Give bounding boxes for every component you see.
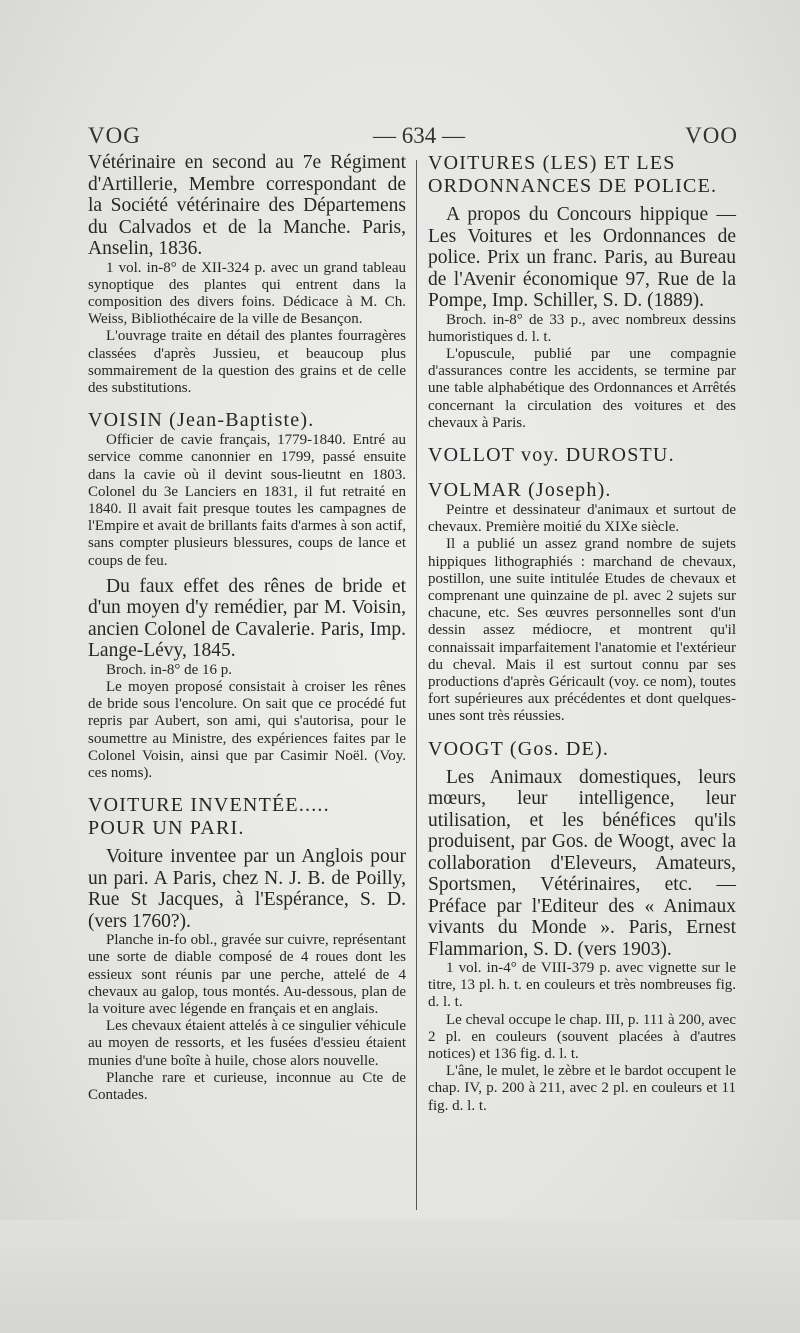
entry-title: Voiture inventee par un Anglois pour un pari. A Paris, chez N. J. B. de Poilly, Rue St Jacques, à l'Espérance, S. D. (vers 1760?). [88, 846, 406, 932]
entry-note: L'opuscule, publié par une compagnie d'assurances contre les accidents, se termine par une table alphabétique des Ordonnances et Arrêtés concernant la circulation des voitures et des chevaux à Paris. [428, 345, 736, 431]
entry-bio: Officier de cavie français, 1779-1840. Entré au service comme canonnier en 1799, passé ensuite dans la cavie où il devint sous-lieutnt en 1803. Colonel du 3e Lanciers en 1831, il fut retraité en 1840. Il avait fait presque toutes les campagnes de l'Empire et avait de brillants faits d'armes à son actif, sans compter plusieurs blessures, coups de lance et coups de feu. [88, 432, 406, 569]
entry-bio: Peintre et dessinateur d'animaux et surtout de chevaux. Première moitié du XIXe siècle. [428, 501, 736, 536]
heading-line: VOITURES (LES) ET LES [428, 152, 676, 174]
entry-title: Vétérinaire en second au 7e Régiment d'Artillerie, Membre correspondant de la Société vétérinaire des Départemens du Calvados et de la Manche. Paris, Anselin, 1836. [88, 152, 406, 259]
entry-title: Les Animaux domestiques, leurs mœurs, leur intelligence, leur utilisation, et les bénéfices qu'ils produisent, par Gos. de Woogt, avec la collaboration d'Eleveurs, Amateurs, Sportsmen, Vétérinaires, etc. — Préface par l'Editeur des « Animaux vivants du Monde ». Paris, Ernest Flammarion, S. D. (vers 1903). [428, 766, 736, 960]
heading-line: ORDONNANCES DE POLICE. [428, 175, 718, 197]
header-left: VOG [88, 123, 141, 148]
running-header [88, 123, 738, 155]
page-number: — 634 — [373, 123, 465, 148]
entry-description: Broch. in-8° de 33 p., avec nombreux dessins humoristiques d. l. t. [428, 311, 736, 345]
entry-note: L'ouvrage traite en détail des plantes fourragères classées d'après Jussieu, et beaucoup plus sommairement de la question des grains et de celle des substitutions. [88, 328, 406, 396]
entry-description: Planche in-fo obl., gravée sur cuivre, représentant une sorte de diable composé de 4 roues dont les essieux sont réunis par une perche, attelé de 4 chevaux au galop, tous montés. Au-dessous, plan de la voiture avec légende en français et en anglais. [88, 932, 406, 1017]
entry-note: Il a publié un assez grand nombre de sujets hippiques lithographiés : marchand de chevaux, postillon, une suite intitulée Etudes de chevaux et comprenant une quinzaine de pl. avec 2 sujets sur chacune, etc. Ses œuvres personnelles sont d'un dessin assez médiocre, et montrent qu'il connaissait imparfaitement l'anatomie et l'extérieur du cheval. Mais il est surtout connu par ses productions d'après Géricault (voy. ce nom), toutes fort supérieures aux précédentes et dont quelques-unes sont très réussies. [428, 536, 736, 725]
bottom-margin [0, 1220, 800, 1333]
entry-heading-volmar: VOLMAR (Joseph). [428, 478, 612, 501]
entry-description: Broch. in-8° de 16 p. [106, 661, 232, 678]
heading-line: VOITURE INVENTÉE..... [88, 794, 330, 817]
entry-heading-voogt: VOOGT (Gos. DE). [428, 737, 610, 760]
left-column [88, 152, 406, 1104]
entry-heading-vollot: VOLLOT voy. DUROSTU. [428, 443, 675, 466]
heading-line: POUR UN PARI. [88, 817, 245, 840]
entry-description: 1 vol. in-8° de XII-324 p. avec un grand tableau synoptique des plantes qui entrent dans la composition des divers foins. Dédicace à M. Ch. Weiss, Bibliothécaire de la ville de Besançon. [88, 259, 406, 328]
entry-heading-voisin: VOISIN (Jean-Baptiste). [88, 409, 315, 432]
entry-note: Le cheval occupe le chap. III, p. 111 à 200, avec 2 pl. en couleurs (souvent placées à d'autres notices) et 136 fig. d. l. t. [428, 1011, 736, 1063]
entry-title: A propos du Concours hippique — Les Voitures et les Ordonnances de police. Prix un franc. Paris, au Bureau de l'Avenir économique 97, Rue de la Pompe, Imp. Schiller, S. D. (1889). [428, 204, 736, 311]
entry-note: L'âne, le mulet, le zèbre et le bardot occupent le chap. IV, p. 200 à 211, avec 2 pl. en couleurs et 11 fig. d. l. t. [428, 1063, 736, 1114]
entry-heading-voiture [88, 794, 406, 840]
column-divider [416, 160, 417, 1210]
header-right: VOO [685, 123, 738, 148]
entry-note: Les chevaux étaient attelés à ce singulier véhicule au moyen de ressorts, et les fusées d'essieu étaient munies d'une boîte à huile, chose alors nouvelle. [88, 1018, 406, 1069]
entry-note: Le moyen proposé consistait à croiser les rênes de bride sous l'encolure. On sait que ce procédé fut repris par Aubert, son ami, qui s'autorisa, pour le soumettre au Ministre, des expériences faites par le Colonel Voisin, ainsi que par Casimir Noël. (Voy. ces noms). [88, 678, 406, 781]
entry-note: Planche rare et curieuse, inconnue au Cte de Contades. [88, 1069, 406, 1103]
entry-title: Du faux effet des rênes de bride et d'un moyen d'y remédier, par M. Voisin, ancien Colonel de Cavalerie. Paris, Imp. Lange-Lévy, 1845. [88, 575, 406, 662]
entry-description: 1 vol. in-4° de VIII-379 p. avec vignette sur le titre, 13 pl. h. t. en couleurs et très nombreuses fig. d. l. t. [428, 960, 736, 1011]
entry-heading-voitures [428, 152, 736, 198]
right-column [428, 152, 736, 1115]
